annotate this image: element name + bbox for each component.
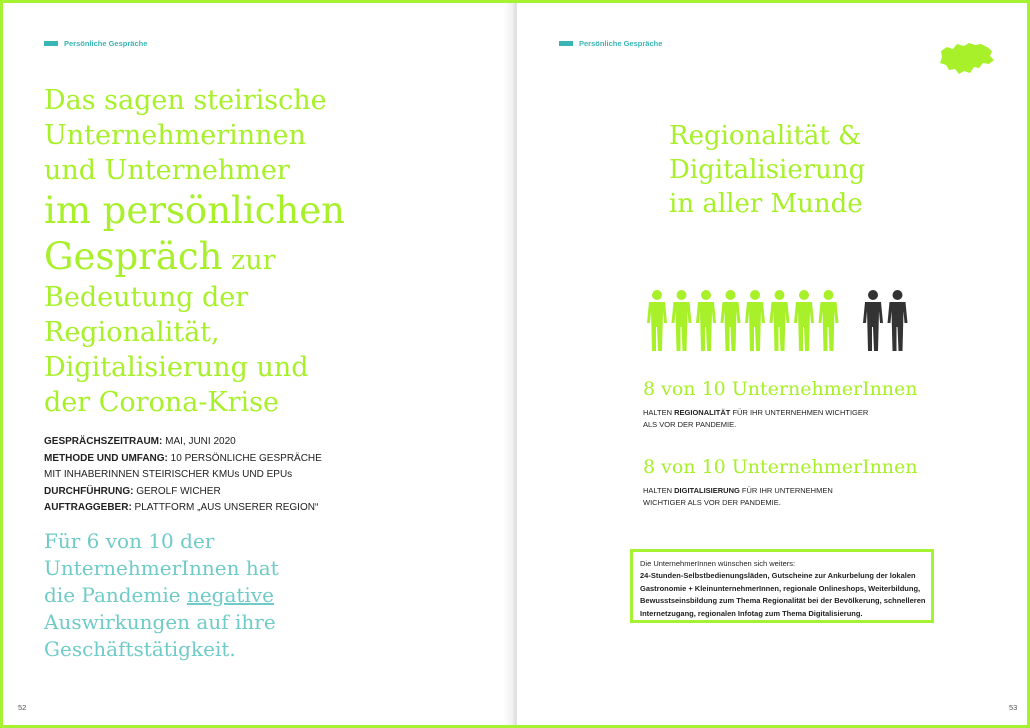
meta-row xyxy=(44,467,464,484)
stat-desc-line xyxy=(643,485,1003,497)
headline-line: der Corona-Krise xyxy=(44,387,279,418)
box-heading: Die UnternehmerInnen wünschen sich weiters: xyxy=(640,559,796,568)
stat-desc-text: FÜR IHR UNTERNEHMEN xyxy=(739,486,833,495)
quote-line: Für 6 von 10 der xyxy=(44,529,215,553)
title-line: Regionalität & xyxy=(669,121,862,151)
headline-line: Unternehmerinnen xyxy=(44,120,306,151)
meta-label: METHODE UND UMFANG: xyxy=(44,452,168,464)
person-figure xyxy=(863,290,883,351)
stat-number: 8 von 10 UnternehmerInnen xyxy=(643,456,918,478)
section-label-text: Persönliche Gespräche xyxy=(64,39,148,48)
styria-map-icon xyxy=(937,41,997,82)
meta-value: GEROLF WICHER xyxy=(133,485,221,497)
meta-value: 10 PERSÖNLICHE GESPRÄCHE xyxy=(167,452,322,464)
section-label xyxy=(44,39,147,48)
headline-line: Regionalität, xyxy=(44,317,220,348)
person-figure-highlighted xyxy=(672,290,692,351)
headline-line: und Unternehmer xyxy=(44,155,290,186)
quote-line-mixed xyxy=(44,582,464,609)
headline-line: Das sagen steirische xyxy=(44,85,327,116)
stat-regionality xyxy=(643,377,1003,430)
page-number: 52 xyxy=(18,703,27,712)
meta-value: MAI, JUNI 2020 xyxy=(162,436,236,447)
headline-line-mixed xyxy=(44,234,464,280)
meta-label: GESPRÄCHSZEITRAUM: xyxy=(44,436,163,447)
stat-description xyxy=(643,485,1003,508)
meta-value: PLATTFORM „AUS UNSERER REGION“ xyxy=(131,502,319,513)
headline-line: Digitalisierung und xyxy=(44,352,309,383)
person-figure-highlighted xyxy=(819,290,839,351)
meta-row xyxy=(44,434,464,451)
headline xyxy=(44,83,464,420)
box-line: Gastronomie + KleinunternehmerInnen, regionale Onlineshops, Weiterbildung, xyxy=(640,583,921,593)
stat-number: 8 von 10 UnternehmerInnen xyxy=(643,378,918,400)
stat-desc-text: HALTEN xyxy=(643,486,675,495)
stat-digitalisation xyxy=(643,455,1003,508)
person-figure-highlighted xyxy=(721,290,741,351)
stat-desc-bold: DIGITALISIERUNG xyxy=(674,486,740,495)
person-figure-highlighted xyxy=(770,290,790,351)
title-line: in aller Munde xyxy=(669,189,863,219)
page-number: 53 xyxy=(1009,703,1018,712)
headline-word: zur xyxy=(222,245,276,276)
meta-label: DURCHFÜHRUNG: xyxy=(44,485,134,497)
quote-underlined-word: negative xyxy=(186,583,274,607)
person-figure-highlighted xyxy=(696,290,716,351)
stat-desc-line: ALS VOR DER PANDEMIE. xyxy=(643,419,737,429)
stat-description xyxy=(643,407,1003,430)
styria-map-shape xyxy=(937,41,997,77)
quote-line: Geschäftstätigkeit. xyxy=(44,637,236,661)
stat-desc-line: WICHTIGER ALS VOR DER PANDEMIE. xyxy=(643,497,781,507)
quote-line: UnternehmerInnen hat xyxy=(44,556,279,580)
person-figure-highlighted xyxy=(745,290,765,351)
section-marker-icon xyxy=(559,41,573,46)
meta-row xyxy=(44,500,464,517)
headline-big-word: Gespräch xyxy=(44,235,223,278)
person-figure xyxy=(888,290,908,351)
title-line: Digitalisierung xyxy=(669,155,866,185)
box-line: 24-Stunden-Selbstbedienungsläden, Gutscheine zur Ankurbelung der lokalen xyxy=(640,571,916,581)
left-page xyxy=(3,3,513,725)
right-page xyxy=(517,3,1027,725)
section-label-text: Persönliche Gespräche xyxy=(579,39,663,48)
headline-line: Bedeutung der xyxy=(44,282,249,313)
stat-desc-text: HALTEN xyxy=(643,408,675,417)
meta-label: AUFTRAGGEBER: xyxy=(44,502,132,513)
stat-desc-bold: REGIONALITÄT xyxy=(674,408,731,417)
box-line: Internetzugang, regionalen Infotag zum Thema Digitalisierung. xyxy=(640,608,863,618)
quote-text: die Pandemie xyxy=(44,583,187,607)
stat-desc-text: FÜR IHR UNTERNEHMEN WICHTIGER xyxy=(730,408,869,417)
pandemic-quote xyxy=(44,528,464,663)
people-figures xyxy=(643,289,943,353)
meta-value: MIT INHABERINNEN STEIRISCHER KMUs UND EPUs xyxy=(44,469,293,480)
meta-row xyxy=(44,451,464,468)
wishes-box xyxy=(630,549,934,623)
quote-line: Auswirkungen auf ihre xyxy=(44,610,276,634)
section-label xyxy=(559,39,662,48)
person-figure-highlighted xyxy=(794,290,814,351)
stat-desc-line xyxy=(643,407,1003,419)
right-title xyxy=(669,119,969,221)
meta-row xyxy=(44,484,464,501)
box-line: Bewusstseinsbildung zum Thema Regionalität bei der Bevölkerung, schnelleren xyxy=(640,596,926,606)
people-infographic xyxy=(643,289,943,353)
study-meta xyxy=(44,434,464,517)
person-figure-highlighted xyxy=(647,290,667,351)
section-marker-icon xyxy=(44,41,58,46)
headline-big-line: im persönlichen xyxy=(44,189,345,232)
